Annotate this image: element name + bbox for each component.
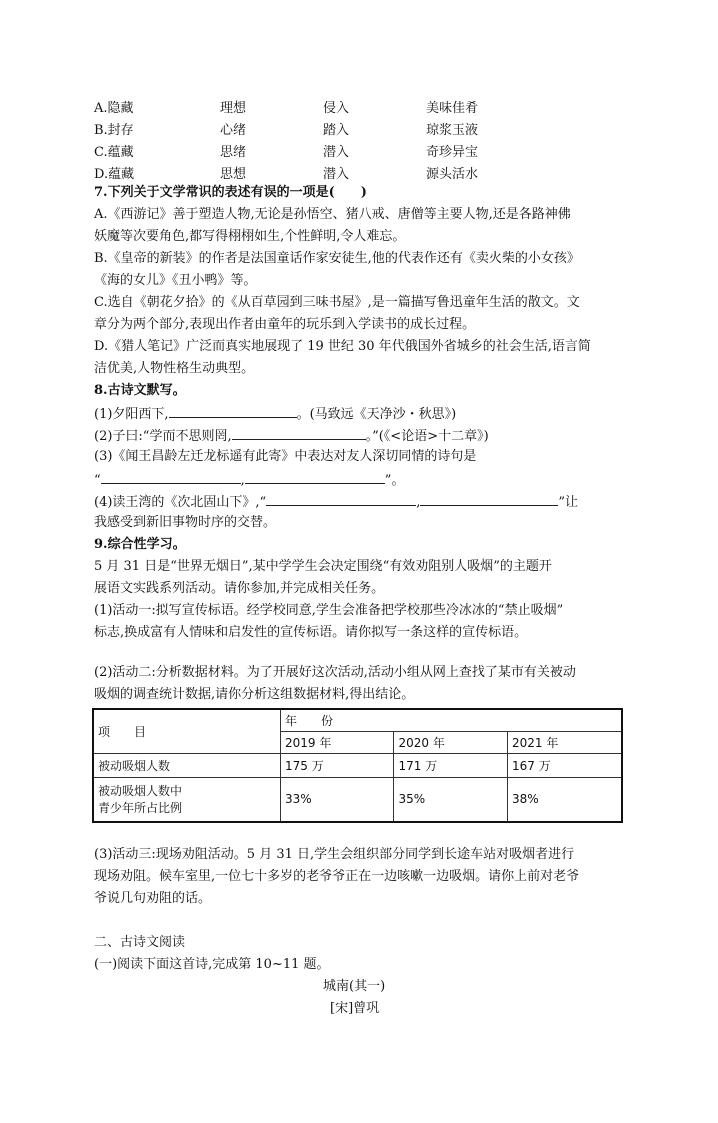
option-word: 思想 — [220, 167, 247, 182]
answer-blank[interactable] — [169, 403, 297, 418]
option-word: 理想 — [220, 101, 247, 116]
q7-option-a-line1: A.《西游记》善于塑造人物,无论是孙悟空、猪八戒、唐僧等主要人物,还是各路神佛 — [94, 207, 571, 222]
row-label — [93, 778, 281, 822]
q7-option-a-line2: 妖魔等次要角色,都写得栩栩如生,个性鲜明,令人难忘。 — [94, 229, 406, 244]
q8-item-4-suffix: ”让 — [558, 495, 578, 510]
option-label: B.封存 — [94, 123, 134, 138]
q7-option-b-line2: 《海的女儿》《丑小鸭》等。 — [94, 273, 257, 288]
table-row — [93, 778, 622, 822]
value-cell: 167 万 — [507, 754, 622, 778]
answer-blank[interactable] — [420, 491, 558, 506]
q8-item-2-prefix: (2)子曰:“学而不思则罔, — [94, 429, 232, 444]
value-cell: 35% — [394, 778, 507, 822]
q7-option-d-line2: 洁优美,人物性格生动典型。 — [94, 361, 255, 376]
answer-blank[interactable] — [232, 425, 366, 440]
year-cell: 2019 年 — [281, 732, 394, 754]
q9-activity-3-line3: 爷说几句劝阻的话。 — [94, 891, 212, 906]
option-word: 踏入 — [323, 123, 350, 138]
q8-item-1-suffix: 。(马致远《天净沙・秋思》) — [296, 407, 457, 422]
answer-blank[interactable] — [101, 469, 241, 484]
table-row — [93, 754, 622, 778]
q9-activity-1-line2: 标志,换成富有人情味和启发性的宣传标语。请你拟写一条这样的宣传标语。 — [94, 625, 528, 640]
year-header-cell — [281, 709, 623, 732]
option-label: C.蕴藏 — [94, 145, 134, 160]
option-word: 侵入 — [323, 101, 350, 116]
q8-item-2-suffix: 。”(《<论语>十二章》) — [365, 429, 489, 444]
q8-item-3-blanks — [94, 469, 404, 491]
year-cell: 2020 年 — [394, 732, 507, 754]
answer-blank[interactable] — [245, 469, 385, 484]
value-cell: 175 万 — [281, 754, 394, 778]
q8-item-2 — [94, 425, 489, 447]
option-label: D.蕴藏 — [94, 167, 135, 182]
value-cell: 171 万 — [394, 754, 507, 778]
poem-author: [宋]曾巩 — [330, 1001, 380, 1016]
q7-option-c-line1: C.选自《朝花夕拾》的《从百草园到三味书屋》,是一篇描写鲁迅童年生活的散文。文 — [94, 295, 580, 310]
q8-item-1-prefix: (1)夕阳西下, — [94, 407, 169, 422]
item-header-cell — [93, 709, 281, 754]
q9-activity-1-line1: (1)活动一:拟写宣传标语。经学校同意,学生会准备把学校那些冷冰冰的“禁止吸烟” — [94, 603, 564, 618]
q8-item-4-prefix: (4)读王湾的《次北固山下》,“ — [94, 495, 267, 510]
comma: , — [416, 495, 421, 510]
option-word: 美味佳肴 — [426, 101, 479, 116]
option-word: 奇珍异宝 — [426, 145, 479, 160]
q9-intro-line1: 5 月 31 日是“世界无烟日”,某中学学生会决定围绕“有效劝阻别人吸烟”的主题开 — [94, 559, 552, 574]
q9-activity-2-line1: (2)活动二:分析数据材料。为了开展好这次活动,活动小组从网上查找了某市有关被动 — [94, 665, 576, 680]
year-header: 年 份 — [285, 714, 334, 728]
option-label: A.隐藏 — [94, 101, 134, 116]
option-word: 潜入 — [323, 167, 350, 182]
item-header: 项 目 — [98, 725, 147, 739]
section-2-subtitle: (一)阅读下面这首诗,完成第 10~11 题。 — [94, 957, 330, 972]
q8-item-4-line2: 我感受到新旧事物时序的交替。 — [94, 515, 277, 530]
year-cell: 2021 年 — [507, 732, 622, 754]
value-cell: 33% — [281, 778, 394, 822]
question-7-title: 7.下列关于文学常识的表述有误的一项是( ) — [94, 185, 367, 200]
q9-intro-line2: 展语文实践系列活动。请你参加,并完成相关任务。 — [94, 581, 385, 596]
q8-item-1 — [94, 403, 456, 425]
question-8-title: 8.古诗文默写。 — [94, 383, 186, 398]
q7-option-c-line2: 章分为两个部分,表现出作者由童年的玩乐到入学读书的成长过程。 — [94, 317, 476, 332]
q9-activity-3-line2: 现场劝阻。候车室里,一位七十多岁的老爷爷正在一边咳嗽一边吸烟。请你上前对老爷 — [94, 869, 580, 884]
option-word: 思绪 — [220, 145, 247, 160]
value-cell: 38% — [507, 778, 622, 822]
row-label: 被动吸烟人数 — [93, 754, 281, 778]
open-quote: “ — [94, 473, 101, 488]
option-word: 琼浆玉液 — [426, 123, 479, 138]
comma: , — [240, 473, 245, 488]
q7-option-d-line1: D.《猎人笔记》广泛而真实地展现了 19 世纪 30 年代俄国外省城乡的社会生活,语言简 — [94, 339, 591, 354]
poem-title: 城南(其一) — [323, 979, 386, 994]
answer-blank[interactable] — [266, 491, 416, 506]
section-2-title: 二、古诗文阅读 — [94, 935, 186, 950]
row-label-line: 青少年所占比例 — [98, 801, 183, 816]
option-word: 潜入 — [323, 145, 350, 160]
q7-option-b-line1: B.《皇帝的新装》的作者是法国童话作家安徒生,他的代表作还有《卖火柴的小女孩》 — [94, 251, 580, 266]
question-9-title: 9.综合性学习。 — [94, 537, 186, 552]
q8-item-4 — [94, 491, 578, 513]
close-quote: ”。 — [384, 473, 405, 488]
q9-activity-2-line2: 吸烟的调查统计数据,请你分析这组数据材料,得出结论。 — [94, 687, 415, 702]
table-header-row — [93, 709, 622, 732]
option-word: 源头活水 — [426, 167, 479, 182]
row-label-line: 被动吸烟人数中 — [98, 784, 183, 799]
q9-activity-3-line1: (3)活动三:现场劝阻活动。5 月 31 日,学生会组织部分同学到长途车站对吸烟者进行 — [94, 847, 575, 862]
option-word: 心绪 — [220, 123, 247, 138]
smoking-data-table — [92, 708, 623, 823]
q8-item-3: (3)《闻王昌龄左迁龙标遥有此寄》中表达对友人深切同情的诗句是 — [94, 449, 477, 464]
